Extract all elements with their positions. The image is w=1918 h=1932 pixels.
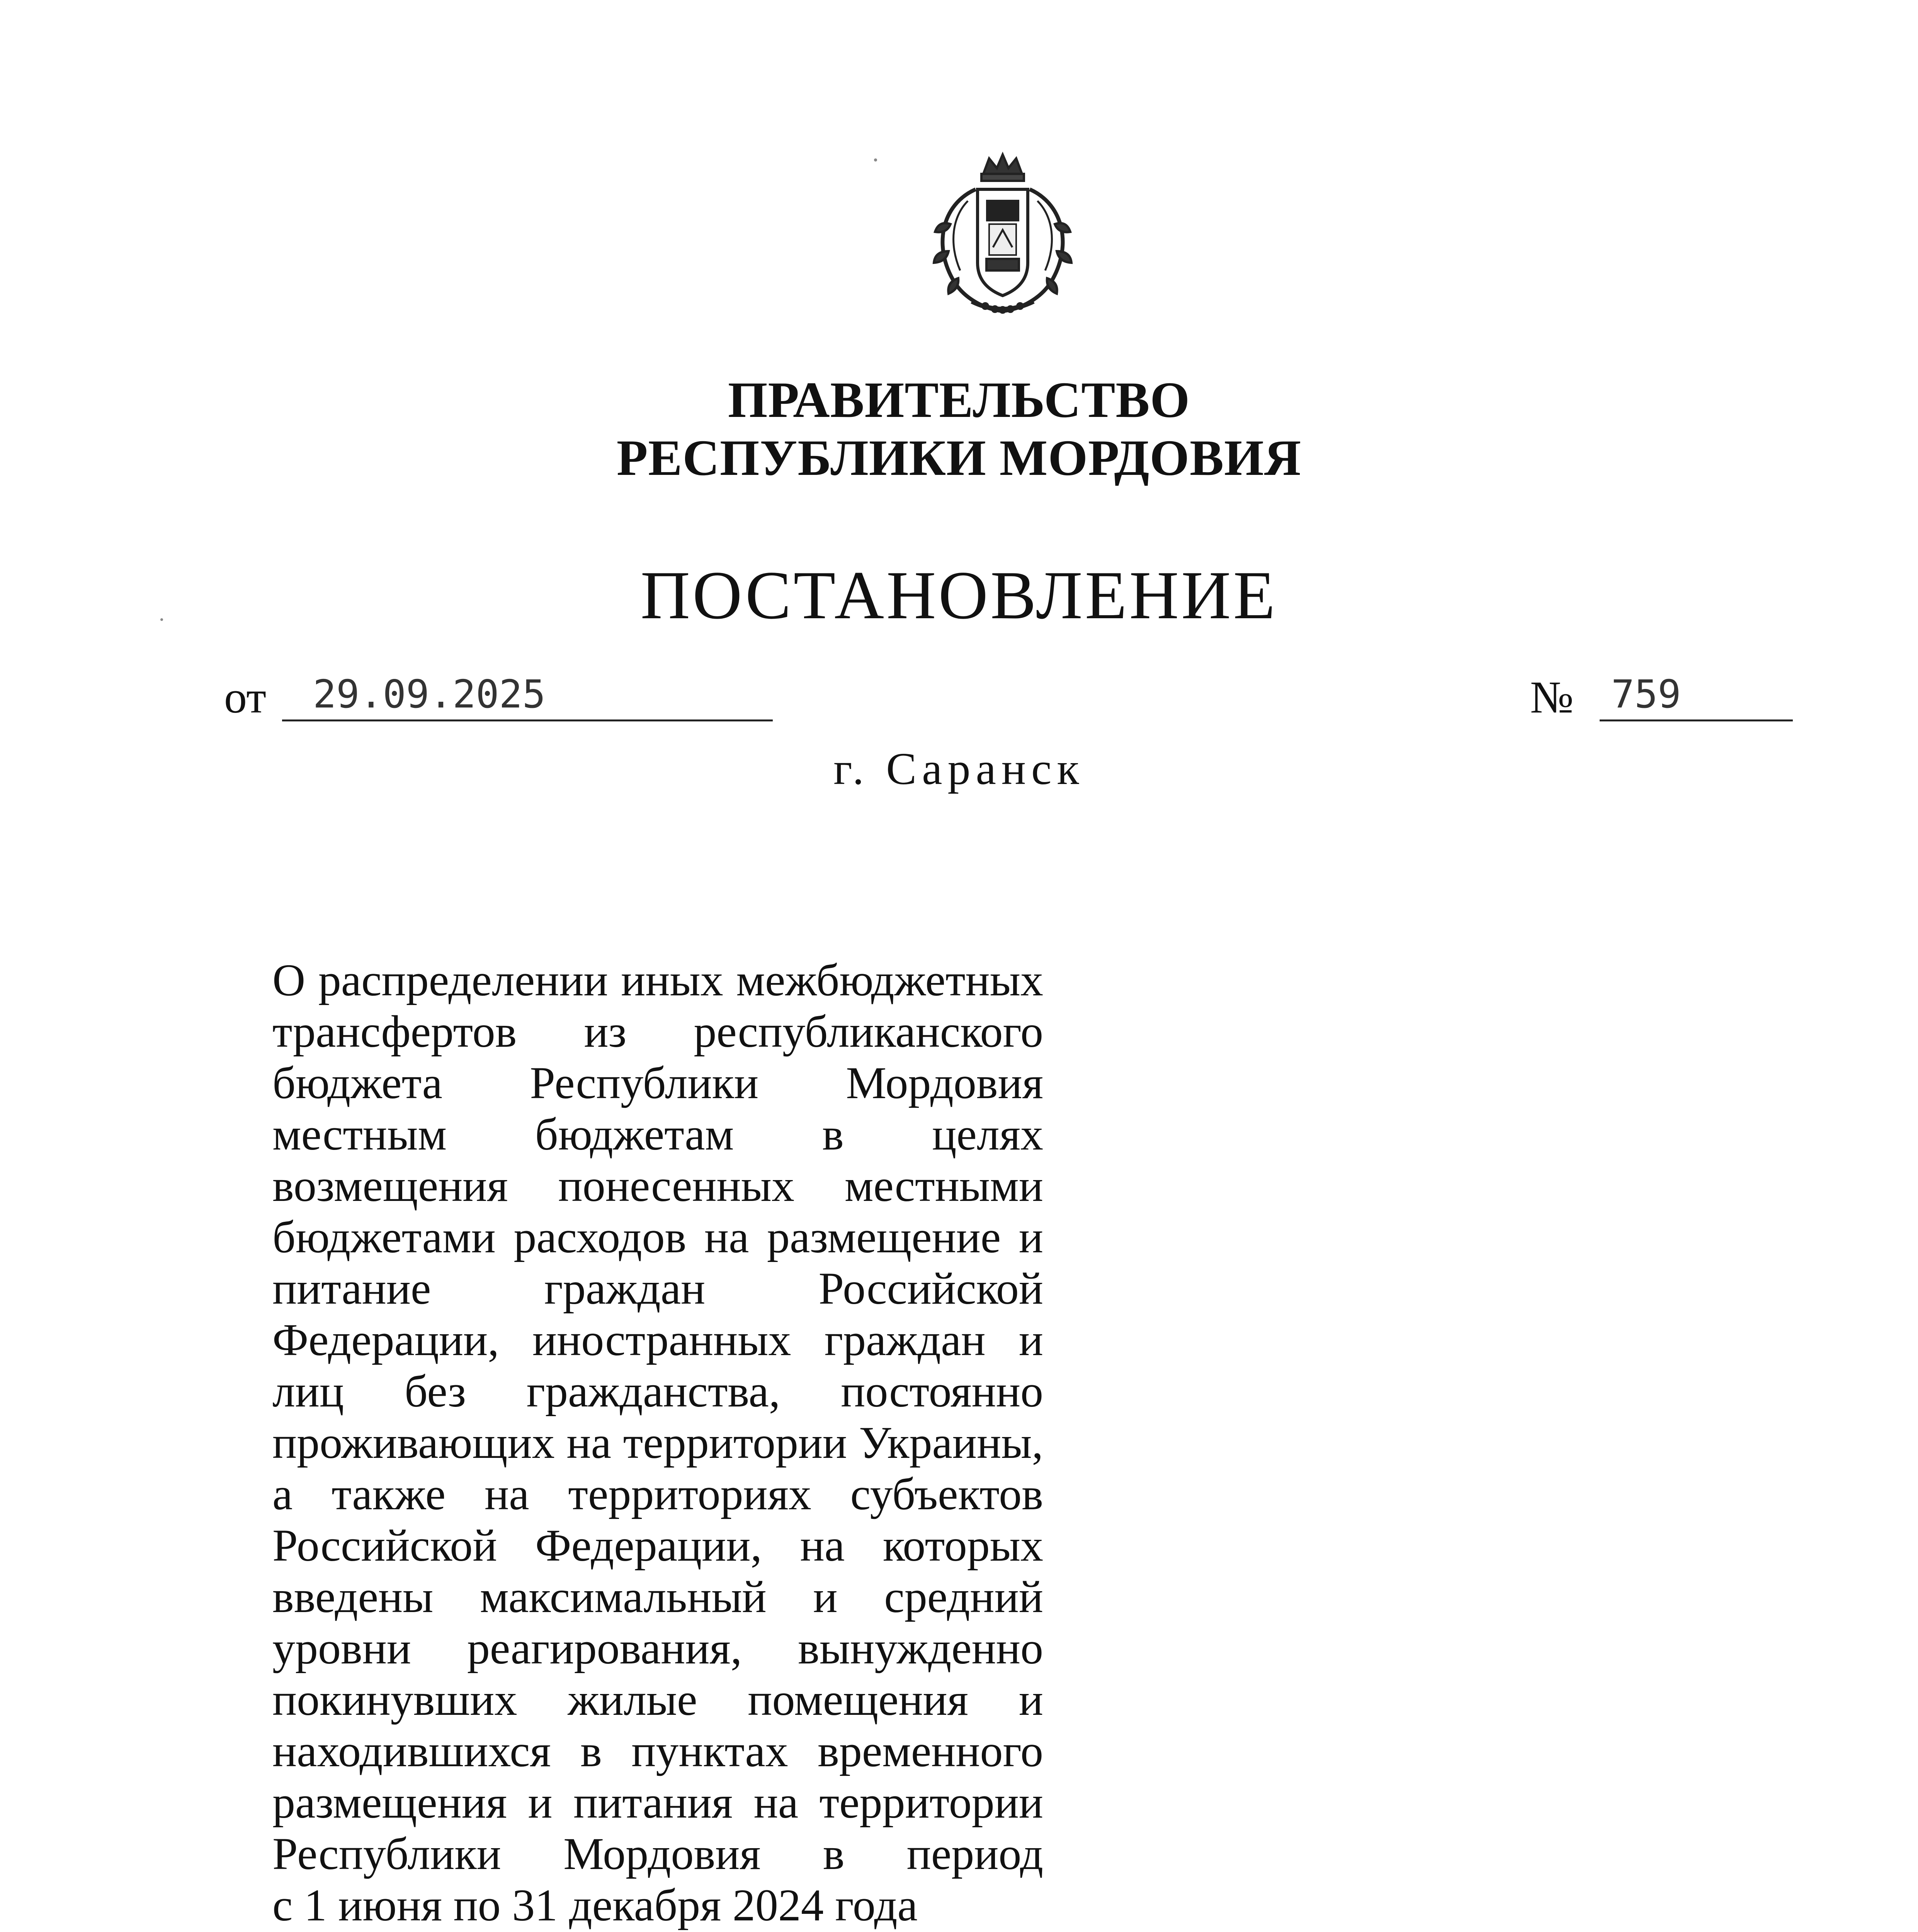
subject-line: Федерации, иностранных граждан и [272, 1315, 1043, 1365]
date-number-row [224, 672, 1793, 723]
subject-line: трансфертов из республиканского [272, 1006, 1043, 1057]
subject-line: Республики Мордовия в период [272, 1828, 1043, 1879]
scan-speck [874, 158, 877, 162]
number-prefix-label: № [1530, 672, 1574, 723]
subject-line: питание граждан Российской [272, 1263, 1043, 1314]
document-type-heading: ПОСТАНОВЛЕНИЕ [640, 557, 1278, 633]
document-subject [272, 954, 1043, 1931]
document-number: 759 [1600, 669, 1793, 721]
subject-line: уровни реагирования, вынужденно [272, 1623, 1043, 1673]
subject-line: местным бюджетам в целях [272, 1109, 1043, 1160]
subject-line: возмещения понесенных местными [272, 1160, 1043, 1211]
subject-line: О распределении иных межбюджетных [272, 955, 1043, 1005]
document-date: 29.09.2025 [282, 669, 773, 721]
scan-speck [160, 618, 163, 621]
subject-line: размещения и питания на территории [272, 1777, 1043, 1828]
subject-line: введены максимальный и средний [272, 1571, 1043, 1622]
government-title-line2: РЕСПУБЛИКИ МОРДОВИЯ [616, 429, 1302, 486]
subject-line: бюджетами расходов на размещение и [272, 1212, 1043, 1262]
subject-line: находившихся в пунктах временного [272, 1726, 1043, 1776]
city-label: г. Саранск [833, 743, 1085, 794]
coat-of-arms-mordovia-icon [918, 147, 1088, 325]
subject-line: лиц без гражданства, постоянно [272, 1366, 1043, 1417]
subject-line: бюджета Республики Мордовия [272, 1058, 1043, 1108]
subject-line: покинувших жилые помещения и [272, 1674, 1043, 1725]
government-title-line1: ПРАВИТЕЛЬСТВО [728, 371, 1190, 428]
subject-line: проживающих на территории Украины, [272, 1417, 1043, 1468]
subject-line: Российской Федерации, на которых [272, 1520, 1043, 1571]
date-prefix-label: от [224, 672, 267, 723]
subject-line: а также на территориях субъектов [272, 1469, 1043, 1519]
subject-line: с 1 июня по 31 декабря 2024 года [272, 1880, 918, 1930]
